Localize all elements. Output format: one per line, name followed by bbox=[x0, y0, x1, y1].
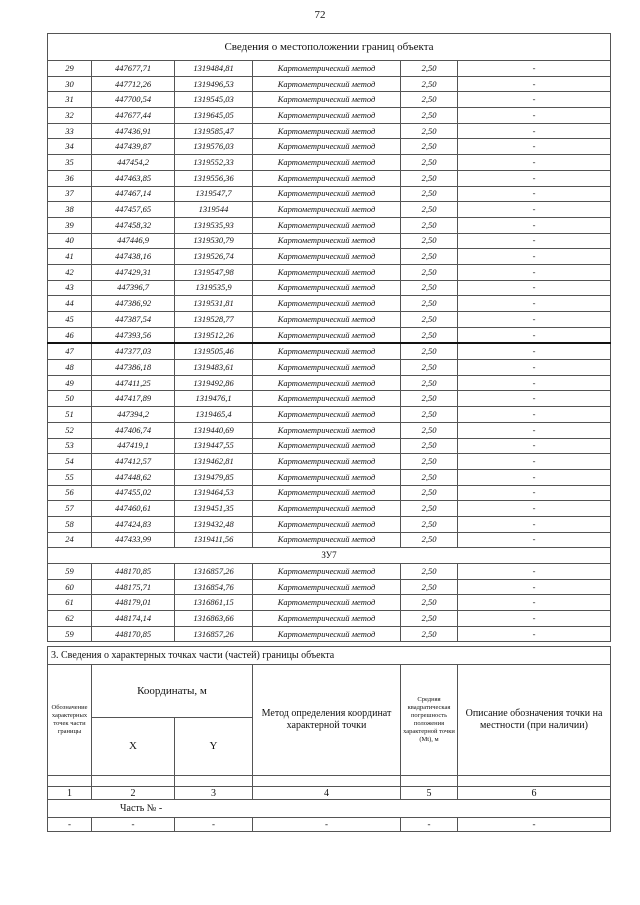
gap-cell bbox=[401, 776, 458, 787]
table-row bbox=[48, 626, 611, 642]
table-row bbox=[48, 438, 611, 454]
error: 2,50 bbox=[401, 280, 458, 296]
description: - bbox=[458, 438, 611, 454]
method: Картометрический метод bbox=[253, 375, 401, 391]
method: Картометрический метод bbox=[253, 123, 401, 139]
coord-x: 447448,62 bbox=[92, 469, 175, 485]
description: - bbox=[458, 327, 611, 343]
error: 2,50 bbox=[401, 76, 458, 92]
table-row bbox=[48, 280, 611, 296]
point-number: 62 bbox=[48, 611, 92, 627]
coord-y: 1319483,61 bbox=[175, 360, 253, 376]
coord-x: 447467,14 bbox=[92, 186, 175, 202]
method: Картометрический метод bbox=[253, 170, 401, 186]
method: Картометрический метод bbox=[253, 155, 401, 171]
coord-y: 1319492,86 bbox=[175, 375, 253, 391]
coord-x: 447458,32 bbox=[92, 217, 175, 233]
coord-y: 1319547,98 bbox=[175, 264, 253, 280]
table-row bbox=[48, 92, 611, 108]
table-row bbox=[48, 264, 611, 280]
coord-x: 447387,54 bbox=[92, 312, 175, 328]
coord-y: 1319535,93 bbox=[175, 217, 253, 233]
table-row bbox=[48, 422, 611, 438]
point-designation-header: Обозначение характерных точек части границы bbox=[48, 665, 92, 776]
method: Картометрический метод bbox=[253, 296, 401, 312]
description: - bbox=[458, 516, 611, 532]
description: - bbox=[458, 170, 611, 186]
coord-y: 1319464,53 bbox=[175, 485, 253, 501]
description: - bbox=[458, 626, 611, 642]
error: 2,50 bbox=[401, 579, 458, 595]
point-number: 47 bbox=[48, 343, 92, 359]
description: - bbox=[458, 233, 611, 249]
point-number: 36 bbox=[48, 170, 92, 186]
table-row bbox=[48, 123, 611, 139]
coord-y: 1319505,46 bbox=[175, 343, 253, 359]
description: - bbox=[458, 217, 611, 233]
method: Картометрический метод bbox=[253, 579, 401, 595]
method: Картометрический метод bbox=[253, 61, 401, 77]
error: 2,50 bbox=[401, 454, 458, 470]
coord-y: 1319440,69 bbox=[175, 422, 253, 438]
coord-y: 1316861,15 bbox=[175, 595, 253, 611]
point-number: 61 bbox=[48, 595, 92, 611]
point-number: 44 bbox=[48, 296, 92, 312]
method: Картометрический метод bbox=[253, 469, 401, 485]
table-row bbox=[48, 233, 611, 249]
method: Картометрический метод bbox=[253, 532, 401, 548]
point-number: 30 bbox=[48, 76, 92, 92]
error: 2,50 bbox=[401, 312, 458, 328]
coord-x: 448174,14 bbox=[92, 611, 175, 627]
coord-y: 1319530,79 bbox=[175, 233, 253, 249]
error: 2,50 bbox=[401, 217, 458, 233]
method: Картометрический метод bbox=[253, 626, 401, 642]
gap-cell bbox=[458, 776, 611, 787]
coord-x: 447393,56 bbox=[92, 327, 175, 343]
coord-x: 447677,44 bbox=[92, 108, 175, 124]
error: 2,50 bbox=[401, 202, 458, 218]
table-row bbox=[48, 170, 611, 186]
table-row bbox=[48, 375, 611, 391]
description: - bbox=[458, 375, 611, 391]
error: 2,50 bbox=[401, 108, 458, 124]
coord-y: 1319556,36 bbox=[175, 170, 253, 186]
table-row bbox=[48, 217, 611, 233]
table-row bbox=[48, 202, 611, 218]
table-row bbox=[48, 139, 611, 155]
col-number: 1 bbox=[48, 787, 92, 800]
point-number: 48 bbox=[48, 360, 92, 376]
method: Картометрический метод bbox=[253, 139, 401, 155]
description: - bbox=[458, 360, 611, 376]
coord-x: 447463,85 bbox=[92, 170, 175, 186]
empty-cell: - bbox=[401, 818, 458, 832]
coord-y: 1319451,35 bbox=[175, 501, 253, 517]
description: - bbox=[458, 123, 611, 139]
point-number: 59 bbox=[48, 564, 92, 580]
error: 2,50 bbox=[401, 532, 458, 548]
table-row bbox=[48, 343, 611, 359]
part-points-table bbox=[47, 646, 611, 832]
coordinates-header: Координаты, м bbox=[92, 665, 253, 718]
table-row bbox=[48, 407, 611, 423]
error: 2,50 bbox=[401, 422, 458, 438]
error: 2,50 bbox=[401, 264, 458, 280]
col-number: 5 bbox=[401, 787, 458, 800]
method: Картометрический метод bbox=[253, 343, 401, 359]
description: - bbox=[458, 108, 611, 124]
coord-y: 1316854,76 bbox=[175, 579, 253, 595]
point-number: 31 bbox=[48, 92, 92, 108]
coord-x: 447419,1 bbox=[92, 438, 175, 454]
description: - bbox=[458, 501, 611, 517]
description: - bbox=[458, 343, 611, 359]
point-number: 59 bbox=[48, 626, 92, 642]
point-number: 39 bbox=[48, 217, 92, 233]
error: 2,50 bbox=[401, 233, 458, 249]
gap-cell bbox=[92, 776, 175, 787]
coord-x: 447406,74 bbox=[92, 422, 175, 438]
error: 2,50 bbox=[401, 391, 458, 407]
col-number: 4 bbox=[253, 787, 401, 800]
error: 2,50 bbox=[401, 186, 458, 202]
coord-y: 1319476,1 bbox=[175, 391, 253, 407]
point-number: 55 bbox=[48, 469, 92, 485]
empty-cell: - bbox=[458, 818, 611, 832]
description: - bbox=[458, 579, 611, 595]
description: - bbox=[458, 186, 611, 202]
coord-x: 447438,16 bbox=[92, 249, 175, 265]
error: 2,50 bbox=[401, 485, 458, 501]
coord-x: 447417,89 bbox=[92, 391, 175, 407]
method: Картометрический метод bbox=[253, 391, 401, 407]
point-number: 56 bbox=[48, 485, 92, 501]
coord-y: 1319645,05 bbox=[175, 108, 253, 124]
error: 2,50 bbox=[401, 343, 458, 359]
coord-x: 447424,83 bbox=[92, 516, 175, 532]
method: Картометрический метод bbox=[253, 611, 401, 627]
method: Картометрический метод bbox=[253, 92, 401, 108]
method: Картометрический метод bbox=[253, 202, 401, 218]
point-number: 38 bbox=[48, 202, 92, 218]
col-number: 6 bbox=[458, 787, 611, 800]
error: 2,50 bbox=[401, 92, 458, 108]
error: 2,50 bbox=[401, 139, 458, 155]
coord-y: 1319496,53 bbox=[175, 76, 253, 92]
point-number: 49 bbox=[48, 375, 92, 391]
method: Картометрический метод bbox=[253, 108, 401, 124]
description: - bbox=[458, 264, 611, 280]
error: 2,50 bbox=[401, 61, 458, 77]
point-number: 33 bbox=[48, 123, 92, 139]
coord-y: 1316857,26 bbox=[175, 564, 253, 580]
error: 2,50 bbox=[401, 249, 458, 265]
coord-y: 1319545,03 bbox=[175, 92, 253, 108]
table-row bbox=[48, 611, 611, 627]
coord-y: 1319528,77 bbox=[175, 312, 253, 328]
coord-y: 1319411,56 bbox=[175, 532, 253, 548]
description: - bbox=[458, 532, 611, 548]
point-number: 42 bbox=[48, 264, 92, 280]
coord-y: 1316857,26 bbox=[175, 626, 253, 642]
method: Картометрический метод bbox=[253, 422, 401, 438]
error: 2,50 bbox=[401, 360, 458, 376]
description: - bbox=[458, 611, 611, 627]
error: 2,50 bbox=[401, 595, 458, 611]
point-number: 35 bbox=[48, 155, 92, 171]
point-number: 54 bbox=[48, 454, 92, 470]
description: - bbox=[458, 564, 611, 580]
coord-y: 1319585,47 bbox=[175, 123, 253, 139]
table-row bbox=[48, 108, 611, 124]
coord-y: 1319512,26 bbox=[175, 327, 253, 343]
error: 2,50 bbox=[401, 155, 458, 171]
coord-y: 1319465,4 bbox=[175, 407, 253, 423]
coord-x: 448175,71 bbox=[92, 579, 175, 595]
coord-y: 1319531,81 bbox=[175, 296, 253, 312]
point-number: 43 bbox=[48, 280, 92, 296]
method: Картометрический метод bbox=[253, 327, 401, 343]
method: Картометрический метод bbox=[253, 186, 401, 202]
table-row bbox=[48, 485, 611, 501]
table-row bbox=[48, 595, 611, 611]
table-title: Сведения о местоположении границ объекта bbox=[48, 34, 611, 61]
x-header: X bbox=[92, 718, 175, 776]
method: Картометрический метод bbox=[253, 312, 401, 328]
coord-x: 447454,2 bbox=[92, 155, 175, 171]
empty-cell: - bbox=[92, 818, 175, 832]
coord-x: 447457,65 bbox=[92, 202, 175, 218]
coord-x: 447439,87 bbox=[92, 139, 175, 155]
table-row bbox=[48, 155, 611, 171]
description: - bbox=[458, 454, 611, 470]
coord-x: 447677,71 bbox=[92, 61, 175, 77]
point-number: 51 bbox=[48, 407, 92, 423]
coord-x: 448170,85 bbox=[92, 626, 175, 642]
coord-y: 1319544 bbox=[175, 202, 253, 218]
empty-cell: - bbox=[253, 818, 401, 832]
error-header: Средняя квадратическая погрешность положения характерной точки (Mt), м bbox=[401, 665, 458, 776]
coord-y: 1319447,55 bbox=[175, 438, 253, 454]
method: Картометрический метод bbox=[253, 217, 401, 233]
table-row bbox=[48, 391, 611, 407]
method: Картометрический метод bbox=[253, 249, 401, 265]
coord-x: 447396,7 bbox=[92, 280, 175, 296]
coord-x: 447700,54 bbox=[92, 92, 175, 108]
col-number: 3 bbox=[175, 787, 253, 800]
coord-y: 1319462,81 bbox=[175, 454, 253, 470]
method: Картометрический метод bbox=[253, 564, 401, 580]
gap-cell bbox=[175, 776, 253, 787]
point-number: 40 bbox=[48, 233, 92, 249]
table-row bbox=[48, 360, 611, 376]
method: Картометрический метод bbox=[253, 76, 401, 92]
description: - bbox=[458, 76, 611, 92]
point-number: 53 bbox=[48, 438, 92, 454]
point-number: 52 bbox=[48, 422, 92, 438]
coord-y: 1319576,03 bbox=[175, 139, 253, 155]
y-header: Y bbox=[175, 718, 253, 776]
error: 2,50 bbox=[401, 123, 458, 139]
point-number: 37 bbox=[48, 186, 92, 202]
table-row bbox=[48, 469, 611, 485]
point-number: 50 bbox=[48, 391, 92, 407]
coord-x: 447386,18 bbox=[92, 360, 175, 376]
method: Картометрический метод bbox=[253, 264, 401, 280]
coord-x: 447460,61 bbox=[92, 501, 175, 517]
description: - bbox=[458, 469, 611, 485]
error: 2,50 bbox=[401, 501, 458, 517]
table-row bbox=[48, 327, 611, 343]
description: - bbox=[458, 155, 611, 171]
coord-y: 1319432,48 bbox=[175, 516, 253, 532]
description: - bbox=[458, 139, 611, 155]
error: 2,50 bbox=[401, 626, 458, 642]
table-row bbox=[48, 296, 611, 312]
coord-x: 447433,99 bbox=[92, 532, 175, 548]
subheading: ЗУ7 bbox=[48, 548, 611, 564]
coord-x: 447377,03 bbox=[92, 343, 175, 359]
point-number: 46 bbox=[48, 327, 92, 343]
method: Картометрический метод bbox=[253, 407, 401, 423]
coord-x: 447394,2 bbox=[92, 407, 175, 423]
table-row bbox=[48, 76, 611, 92]
method: Картометрический метод bbox=[253, 595, 401, 611]
error: 2,50 bbox=[401, 516, 458, 532]
coord-x: 447455,02 bbox=[92, 485, 175, 501]
description: - bbox=[458, 595, 611, 611]
error: 2,50 bbox=[401, 296, 458, 312]
coord-x: 447412,57 bbox=[92, 454, 175, 470]
point-number: 32 bbox=[48, 108, 92, 124]
point-number: 58 bbox=[48, 516, 92, 532]
point-number: 41 bbox=[48, 249, 92, 265]
section3-title: 3. Сведения о характерных точках части (частей) границы объекта bbox=[48, 647, 611, 665]
point-number: 57 bbox=[48, 501, 92, 517]
method: Картометрический метод bbox=[253, 438, 401, 454]
coord-y: 1319535,9 bbox=[175, 280, 253, 296]
description: - bbox=[458, 312, 611, 328]
point-number: 45 bbox=[48, 312, 92, 328]
description: - bbox=[458, 202, 611, 218]
gap-cell bbox=[48, 776, 92, 787]
method: Картометрический метод bbox=[253, 501, 401, 517]
description: - bbox=[458, 485, 611, 501]
coord-y: 1319479,85 bbox=[175, 469, 253, 485]
coord-x: 447446,9 bbox=[92, 233, 175, 249]
table-row bbox=[48, 579, 611, 595]
description: - bbox=[458, 280, 611, 296]
page-number: 72 bbox=[314, 9, 326, 21]
method: Картометрический метод bbox=[253, 360, 401, 376]
point-number: 34 bbox=[48, 139, 92, 155]
description: - bbox=[458, 422, 611, 438]
error: 2,50 bbox=[401, 438, 458, 454]
description: - bbox=[458, 407, 611, 423]
coord-y: 1319526,74 bbox=[175, 249, 253, 265]
table-row bbox=[48, 532, 611, 548]
boundary-points-table bbox=[47, 33, 611, 642]
error: 2,50 bbox=[401, 375, 458, 391]
error: 2,50 bbox=[401, 564, 458, 580]
error: 2,50 bbox=[401, 327, 458, 343]
coord-y: 1319484,81 bbox=[175, 61, 253, 77]
coord-y: 1319552,33 bbox=[175, 155, 253, 171]
empty-cell: - bbox=[48, 818, 92, 832]
table-row bbox=[48, 501, 611, 517]
table-row bbox=[48, 61, 611, 77]
coord-x: 448170,85 bbox=[92, 564, 175, 580]
coord-x: 447411,25 bbox=[92, 375, 175, 391]
coord-y: 1316863,66 bbox=[175, 611, 253, 627]
gap-cell bbox=[253, 776, 401, 787]
empty-cell: - bbox=[175, 818, 253, 832]
table-row bbox=[48, 516, 611, 532]
method: Картометрический метод bbox=[253, 454, 401, 470]
table-row bbox=[48, 186, 611, 202]
error: 2,50 bbox=[401, 407, 458, 423]
point-number: 60 bbox=[48, 579, 92, 595]
description-header: Описание обозначения точки на местности (при наличии) bbox=[458, 665, 611, 776]
coord-y: 1319547,7 bbox=[175, 186, 253, 202]
coord-x: 447386,92 bbox=[92, 296, 175, 312]
method: Картометрический метод bbox=[253, 485, 401, 501]
part-label: Часть № - bbox=[48, 800, 611, 818]
table-row bbox=[48, 249, 611, 265]
error: 2,50 bbox=[401, 611, 458, 627]
point-number: 24 bbox=[48, 532, 92, 548]
table-row bbox=[48, 312, 611, 328]
table-row bbox=[48, 454, 611, 470]
method: Картометрический метод bbox=[253, 233, 401, 249]
description: - bbox=[458, 61, 611, 77]
coord-x: 447429,31 bbox=[92, 264, 175, 280]
error: 2,50 bbox=[401, 170, 458, 186]
coord-x: 448179,01 bbox=[92, 595, 175, 611]
description: - bbox=[458, 296, 611, 312]
point-number: 29 bbox=[48, 61, 92, 77]
method: Картометрический метод bbox=[253, 516, 401, 532]
description: - bbox=[458, 391, 611, 407]
method-header: Метод определения координат характерной точки bbox=[253, 665, 401, 776]
coord-x: 447436,91 bbox=[92, 123, 175, 139]
description: - bbox=[458, 249, 611, 265]
method: Картометрический метод bbox=[253, 280, 401, 296]
coord-x: 447712,26 bbox=[92, 76, 175, 92]
table-row bbox=[48, 564, 611, 580]
col-number: 2 bbox=[92, 787, 175, 800]
error: 2,50 bbox=[401, 469, 458, 485]
description: - bbox=[458, 92, 611, 108]
